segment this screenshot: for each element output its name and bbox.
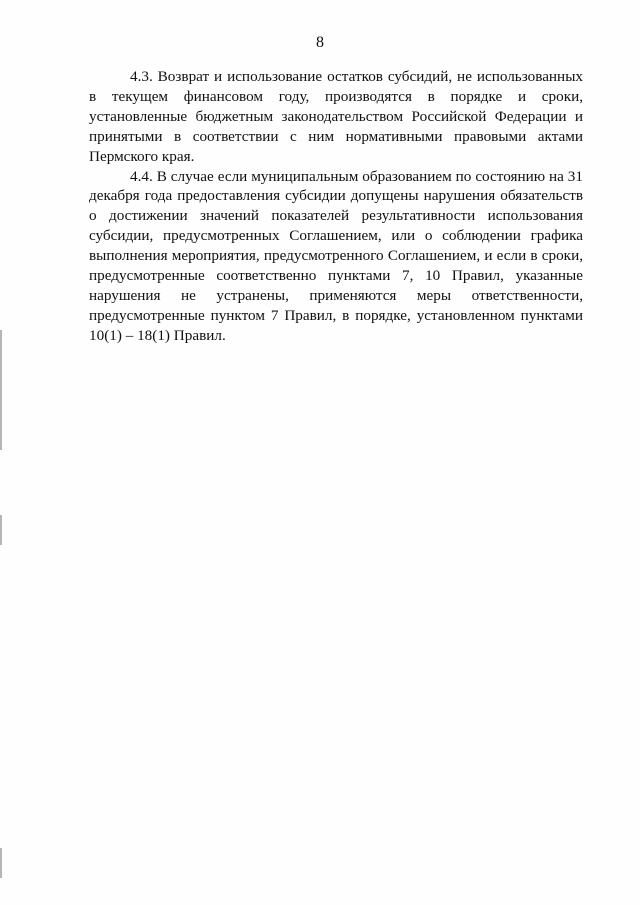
scan-edge-mark <box>0 330 2 450</box>
document-body <box>89 67 583 346</box>
page-number: 8 <box>316 34 324 51</box>
paragraph-4-3: 4.3. Возврат и использование остатков субсидий, не использованных в текущем финансовом году, производятся в порядке и сроки, установленные бюджетным законодательством Российской Федерации и принятыми в соответствии с ним нормативными правовыми актами Пермского края. <box>89 68 583 165</box>
scan-edge-mark <box>0 515 2 545</box>
paragraph-4-4: 4.4. В случае если муниципальным образованием по состоянию на 31 декабря года предоставления субсидии допущены нарушения обязательств о достижении значений показателей результативности использования субсидии, предусмотренных Соглашением, или о соблюдении графика выполнения мероприятия, предусмотренного Соглашением, и если в сроки, предусмотренные соответственно пунктами 7, 10 Правил, указанные нарушения не устранены, применяются меры ответственности, предусмотренные пунктом 7 Правил, в порядке, установленном пунктами 10(1) – 18(1) Правил. <box>89 167 583 344</box>
scan-edge-mark <box>0 848 2 878</box>
